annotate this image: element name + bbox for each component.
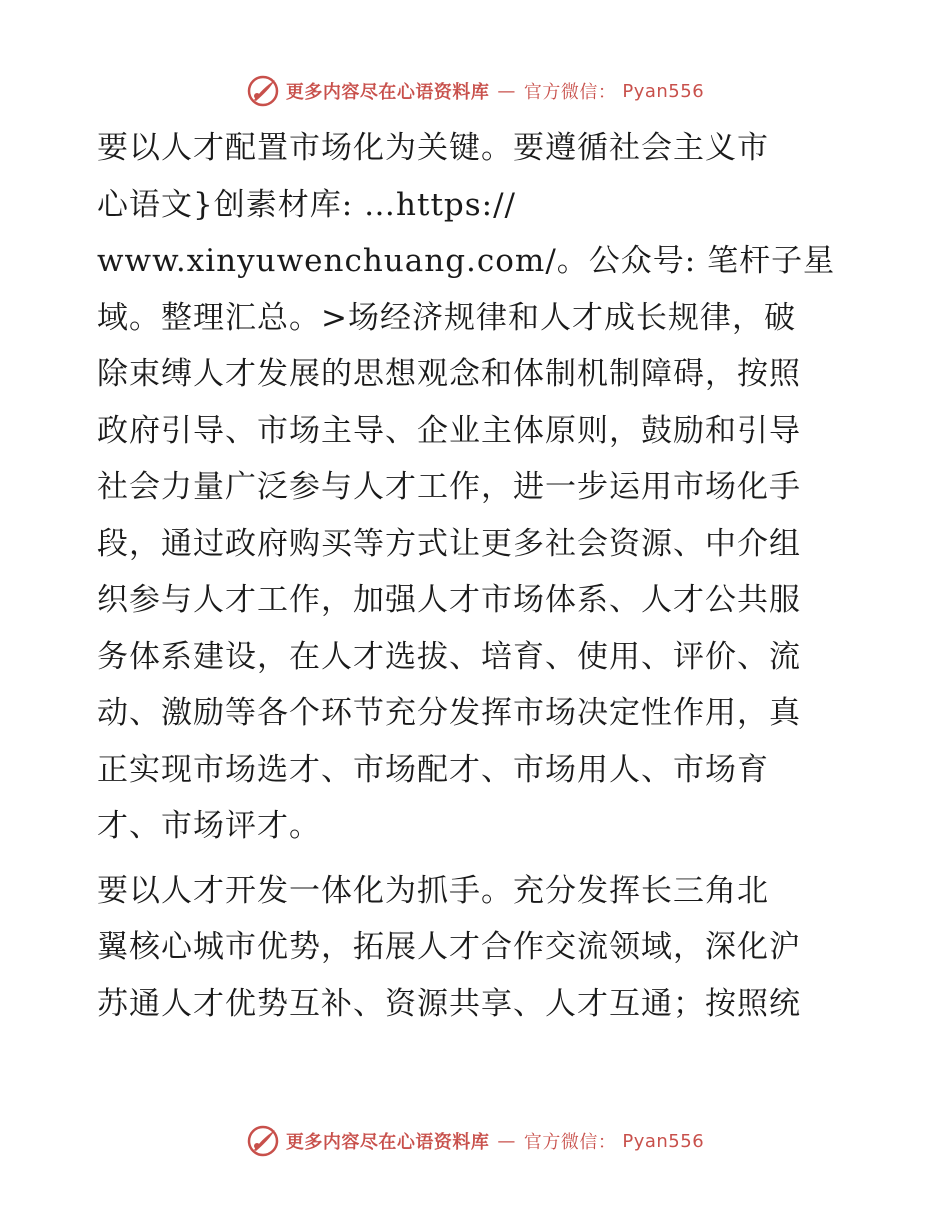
banner-wechat-label: 官方微信： <box>523 82 617 103</box>
text-line: 段，通过政府购买等方式让更多社会资源、中介组 <box>97 525 801 562</box>
footer-banner <box>0 1124 950 1158</box>
banner-wechat-id: Pyan556 <box>622 1130 705 1152</box>
quill-logo-icon <box>246 74 280 108</box>
text-line: 正实现市场选才、市场配才、市场用人、市场育 <box>97 751 769 788</box>
text-line: www.xinyuwenchuang.com/。公众号: 笔杆子星 <box>97 243 836 279</box>
banner-wechat-id: Pyan556 <box>622 80 705 102</box>
text-line: 要以人才配置市场化为关键。要遵循社会主义市 <box>97 130 769 166</box>
text-line: 政府引导、市场主导、企业主体原则，鼓励和引导 <box>97 412 801 449</box>
paragraph-1 <box>97 120 857 855</box>
document-body <box>97 120 857 1040</box>
text-line: 苏通人才优势互补、资源共享、人才互通；按照统 <box>97 985 801 1022</box>
banner-separator: — <box>497 80 516 102</box>
text-line: 心语文}创素材库: …https:// <box>97 186 516 223</box>
banner-wechat-label: 官方微信： <box>523 1132 617 1153</box>
text-line: 社会力量广泛参与人才工作，进一步运用市场化手 <box>97 469 801 505</box>
paragraph-2 <box>97 863 857 1033</box>
text-line: 翼核心城市优势，拓展人才合作交流领域，深化沪 <box>97 929 801 965</box>
text-line: 才、市场评才。 <box>97 808 321 844</box>
text-line: 务体系建设，在人才选拔、培育、使用、评价、流 <box>97 638 801 675</box>
text-line: 要以人才开发一体化为抓手。充分发挥长三角北 <box>97 872 769 909</box>
header-banner <box>0 74 950 108</box>
text-line: 除束缚人才发展的思想观念和体制机制障碍，按照 <box>97 356 801 392</box>
banner-brand-text: 更多内容尽在心语资料库 <box>285 82 490 103</box>
text-line: 织参与人才工作，加强人才市场体系、人才公共服 <box>97 582 801 618</box>
text-line: 域。整理汇总。>场经济规律和人才成长规律，破 <box>97 299 796 336</box>
text-line: 动、激励等各个环节充分发挥市场决定性作用，真 <box>97 695 801 731</box>
banner-brand-text: 更多内容尽在心语资料库 <box>285 1132 490 1153</box>
quill-logo-icon <box>246 1124 280 1158</box>
banner-separator: — <box>497 1130 516 1152</box>
